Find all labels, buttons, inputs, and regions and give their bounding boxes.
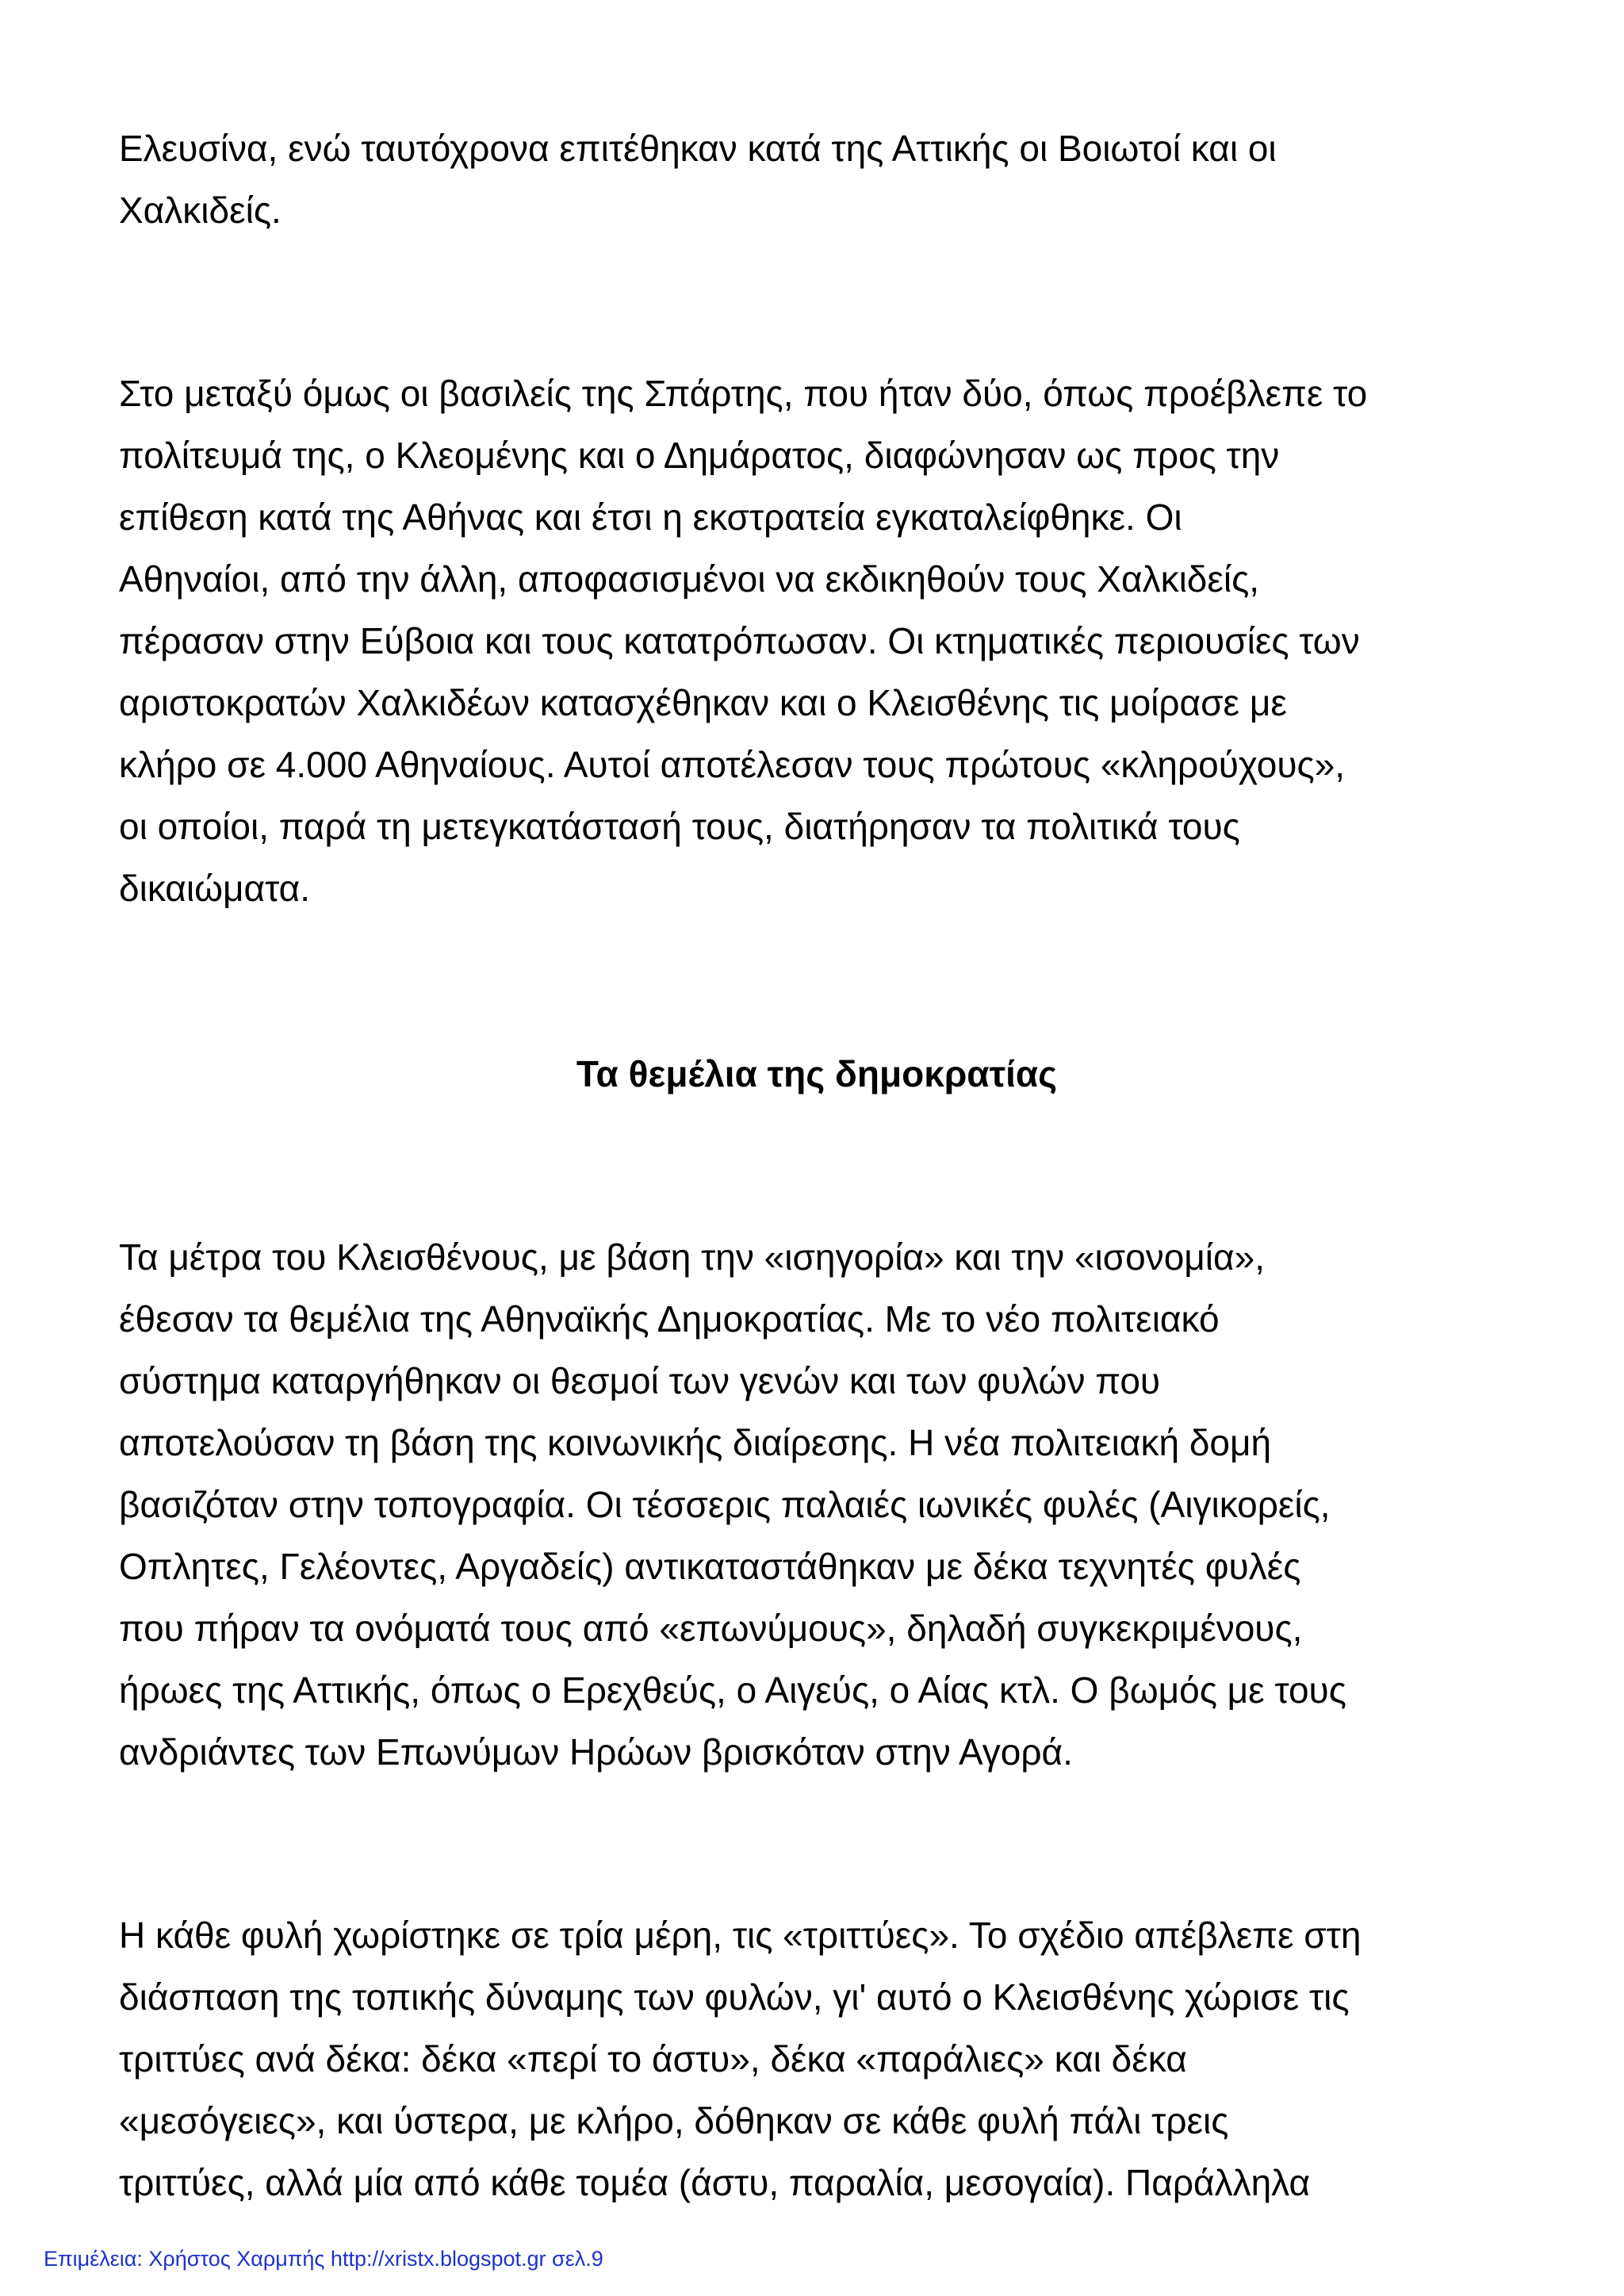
text-line: βασιζόταν στην τοπογραφία. Οι τέσσερις παλαιές ιωνικές φυλές (Αιγικορείς, xyxy=(119,1484,1331,1525)
paragraph-trittyes xyxy=(119,1904,1515,2214)
text-line: ανδριάντες των Επωνύμων Ηρώων βρισκόταν στην Αγορά. xyxy=(119,1731,1073,1773)
paragraph-sparta xyxy=(119,362,1515,919)
text-line: τριττύες ανά δέκα: δέκα «περί το άστυ», δέκα «παράλιες» και δέκα xyxy=(119,2038,1187,2079)
text-line: Χαλκιδείς. xyxy=(119,190,282,231)
text-line: πολίτευμά της, ο Κλεομένης και ο Δημάρατος, διαφώνησαν ως προς την xyxy=(119,435,1280,476)
text-line: κλήρο σε 4.000 Αθηναίους. Αυτοί αποτέλεσαν τους πρώτους «κληρούχους», xyxy=(119,744,1346,785)
text-line: οι οποίοι, παρά τη μετεγκατάστασή τους, διατήρησαν τα πολιτικά τους xyxy=(119,806,1240,847)
text-line: που πήραν τα ονόματά τους από «επωνύμους», δηλαδή συγκεκριμένους, xyxy=(119,1608,1303,1649)
text-line: Ελευσίνα, ενώ ταυτόχρονα επιτέθηκαν κατά της Αττικής οι Βοιωτοί και οι xyxy=(119,128,1277,169)
section-heading: Τα θεμέλια της δημοκρατίας xyxy=(576,1053,1058,1094)
text-line: σύστημα καταργήθηκαν οι θεσμοί των γενών και των φυλών που xyxy=(119,1360,1161,1401)
paragraph-intro xyxy=(119,117,1515,241)
text-line: τριττύες, αλλά μία από κάθε τομέα (άστυ, παραλία, μεσογαία). Παράλληλα xyxy=(119,2162,1311,2203)
text-line: έθεσαν τα θεμέλια της Αθηναϊκής Δημοκρατίας. Με το νέο πολιτειακό xyxy=(119,1298,1220,1340)
text-line: «μεσόγειες», και ύστερα, με κλήρο, δόθηκαν σε κάθε φυλή πάλι τρεις xyxy=(119,2100,1229,2141)
text-line: δικαιώματα. xyxy=(119,868,310,909)
text-line: Στο μεταξύ όμως οι βασιλείς της Σπάρτης, που ήταν δύο, όπως προέβλεπε το xyxy=(119,373,1368,414)
text-line: επίθεση κατά της Αθήνας και έτσι η εκστρατεία εγκαταλείφθηκε. Οι xyxy=(119,496,1182,538)
document-page xyxy=(119,117,1515,2214)
text-line: αριστοκρατών Χαλκιδέων κατασχέθηκαν και ο Κλεισθένης τις μοίρασε με xyxy=(119,682,1287,723)
text-line: Αθηναίοι, από την άλλη, αποφασισμένοι να εκδικηθούν τους Χαλκιδείς, xyxy=(119,558,1260,600)
text-line: διάσπαση της τοπικής δύναμης των φυλών, γι' αυτό ο Κλεισθένης χώρισε τις xyxy=(119,1976,1350,2018)
text-line: Η κάθε φυλή χωρίστηκε σε τρία μέρη, τις «τριττύες». Το σχέδιο απέβλεπε στη xyxy=(119,1915,1362,1956)
text-line: αποτελούσαν τη βάση της κοινωνικής διαίρεσης. Η νέα πολιτειακή δομή xyxy=(119,1422,1272,1463)
text-line: πέρασαν στην Εύβοια και τους κατατρόπωσαν. Οι κτηματικές περιουσίες των xyxy=(119,620,1360,661)
paragraph-measures xyxy=(119,1226,1515,1783)
text-line: Οπλητες, Γελέοντες, Αργαδείς) αντικαταστάθηκαν με δέκα τεχνητές φυλές xyxy=(119,1546,1301,1587)
text-line: ήρωες της Αττικής, όπως ο Ερεχθεύς, ο Αιγεύς, ο Αίας κτλ. Ο βωμός με τους xyxy=(119,1669,1346,1711)
text-line: Τα μέτρα του Κλεισθένους, με βάση την «ισηγορία» και την «ισονομία», xyxy=(119,1236,1265,1278)
page-footer: Επιμέλεια: Χρήστος Χαρμπής http://xristx.blogspot.gr σελ.9 xyxy=(44,2247,603,2271)
